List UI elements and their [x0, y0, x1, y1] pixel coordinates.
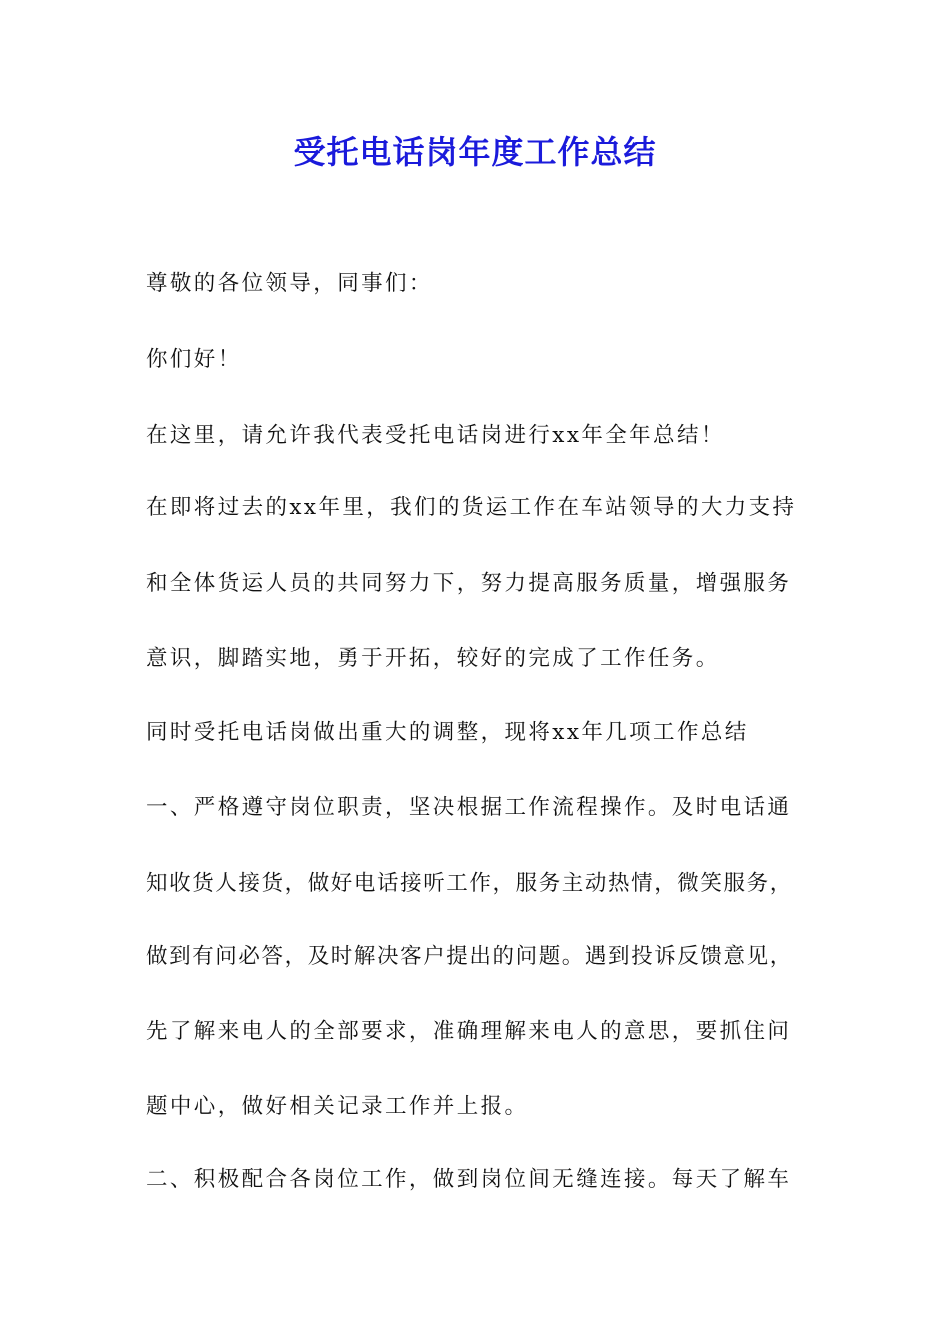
document-title: 受托电话岗年度工作总结 — [293, 133, 657, 171]
salutation-line: 尊敬的各位领导，同事们： — [146, 271, 433, 296]
paragraph-line: 知收货人接货，做好电话接听工作，服务主动热情，微笑服务， — [146, 871, 793, 896]
greeting-line: 你们好！ — [146, 347, 242, 372]
paragraph-line: 二、积极配合各岗位工作，做到岗位间无缝连接。每天了解车 — [146, 1167, 792, 1192]
paragraph-line: 意识，脚踏实地，勇于开拓，较好的完成了工作任务。 — [146, 646, 720, 671]
paragraph-line: 先了解来电人的全部要求，准确理解来电人的意思，要抓住问 — [146, 1019, 792, 1044]
paragraph-line: 在即将过去的xx年里，我们的货运工作在车站领导的大力支持 — [146, 495, 797, 520]
paragraph-line: 做到有问必答，及时解决客户提出的问题。遇到投诉反馈意见， — [146, 944, 793, 969]
paragraph-line: 同时受托电话岗做出重大的调整，现将xx年几项工作总结 — [146, 720, 749, 745]
paragraph-line: 一、严格遵守岗位职责，坚决根据工作流程操作。及时电话通 — [146, 795, 792, 820]
paragraph-line: 题中心，做好相关记录工作并上报。 — [146, 1094, 529, 1119]
paragraph-line: 和全体货运人员的共同努力下，努力提高服务质量，增强服务 — [146, 571, 792, 596]
paragraph-line: 在这里，请允许我代表受托电话岗进行xx年全年总结！ — [146, 423, 725, 448]
